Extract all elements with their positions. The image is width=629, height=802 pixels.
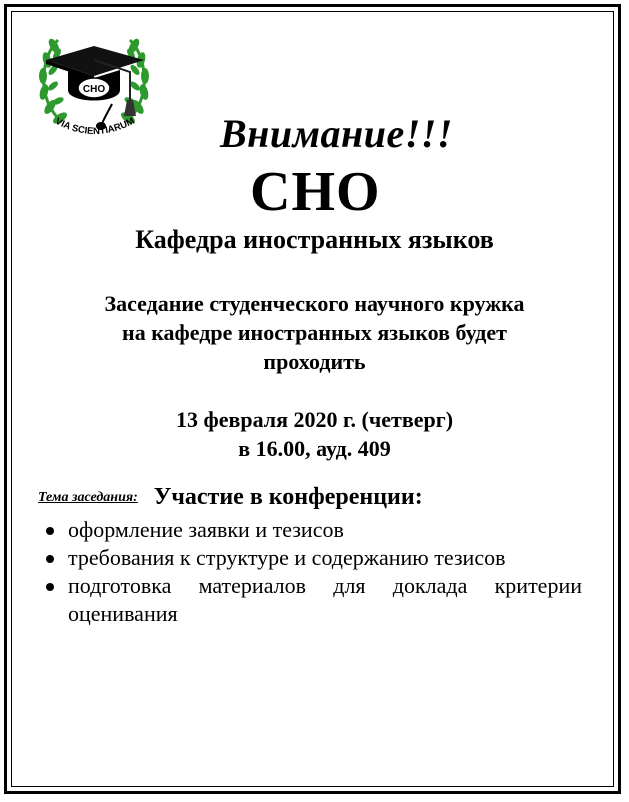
graduation-cap-laurel-icon	[32, 24, 156, 142]
logo-badge-text: СНО	[82, 84, 106, 95]
list-item-text: требования к структуре и содержанию тезисов	[68, 545, 506, 570]
bullet-icon	[46, 555, 54, 563]
topic-row	[38, 484, 598, 511]
announcement-line: проходить	[263, 349, 366, 374]
sno-logo	[32, 24, 156, 142]
list-item	[42, 544, 582, 572]
bullet-icon	[46, 527, 54, 535]
announcement-line: на кафедре иностранных языков будет	[122, 320, 507, 345]
logo-motto: VIA SCIENTIARUM	[53, 115, 137, 138]
list-item	[42, 516, 582, 544]
topic-title: Участие в конференции:	[153, 484, 423, 510]
topic-label: Тема заседания:	[38, 489, 138, 505]
attention-heading: Внимание!!!	[220, 111, 453, 156]
department-heading: Кафедра иностранных языков	[135, 225, 494, 254]
org-heading: СНО	[250, 161, 381, 223]
list-item-text: оформление заявки и тезисов	[68, 517, 344, 542]
announcement-text	[40, 289, 589, 376]
time-place-line: в 16.00, ауд. 409	[238, 436, 391, 461]
announcement-line: Заседание студенческого научного кружка	[104, 291, 525, 316]
date-line: 13 февраля 2020 г. (четверг)	[175, 407, 454, 432]
list-item-text: подготовка материалов для доклада критерии оценивания	[68, 573, 582, 626]
bullet-icon	[46, 583, 54, 591]
topic-list	[42, 516, 582, 628]
list-item	[42, 572, 582, 628]
schedule-block	[0, 405, 629, 463]
